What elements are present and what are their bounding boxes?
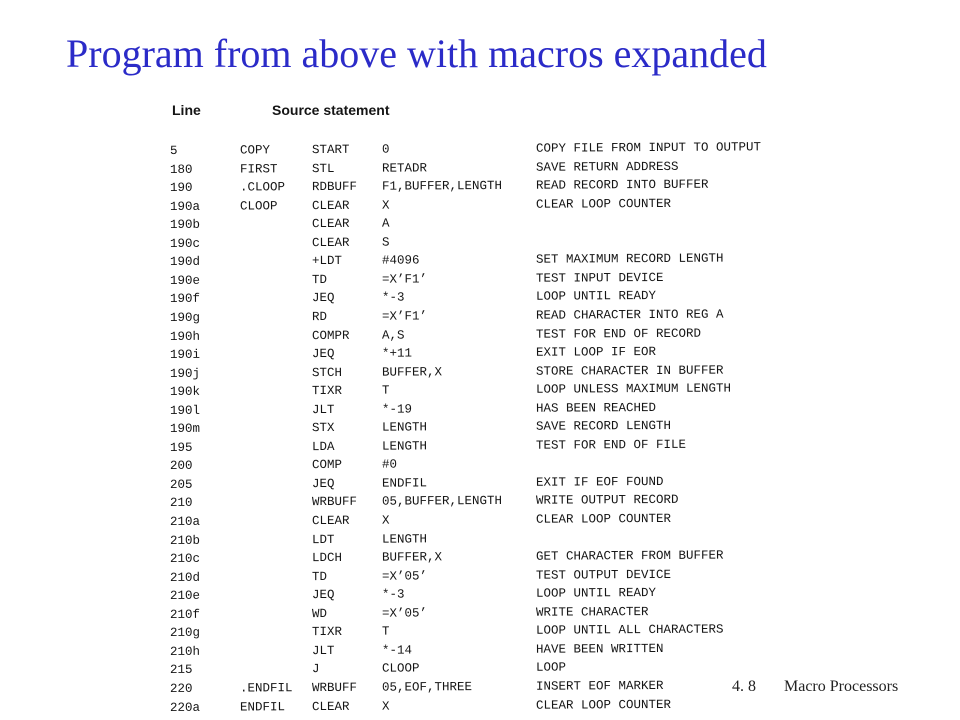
line-number: 190j xyxy=(169,366,201,381)
line-number: 190e xyxy=(169,273,201,288)
line-number: 210g xyxy=(169,626,201,641)
line-number: 215 xyxy=(169,663,193,678)
comment-field: SAVE RECORD LENGTH xyxy=(535,419,672,434)
comment-field: SET MAXIMUM RECORD LENGTH xyxy=(535,251,724,268)
line-number: 190l xyxy=(169,403,201,418)
opcode-field: RDBUFF xyxy=(311,179,358,195)
line-number: 190a xyxy=(169,199,201,214)
opcode-field: START xyxy=(311,142,350,158)
line-number: 210 xyxy=(169,496,193,511)
comment-field: STORE CHARACTER IN BUFFER xyxy=(535,363,724,379)
operand-field: X xyxy=(381,198,390,213)
comment-field: READ CHARACTER INTO REG A xyxy=(535,307,724,323)
line-number: 195 xyxy=(169,440,193,455)
opcode-field: LDA xyxy=(311,439,335,454)
label-field: FIRST xyxy=(239,161,278,177)
label-field: .CLOOP xyxy=(239,180,286,195)
line-number: 190i xyxy=(169,347,201,363)
line-number: 200 xyxy=(169,459,193,474)
operand-field: X xyxy=(381,513,390,528)
operand-field: BUFFER,X xyxy=(381,550,443,565)
line-number: 190d xyxy=(169,255,201,270)
operand-field: LENGTH xyxy=(381,420,428,435)
opcode-field: TD xyxy=(311,569,328,584)
opcode-field: TD xyxy=(311,272,328,287)
comment-field: TEST FOR END OF RECORD xyxy=(535,326,702,342)
opcode-field: JEQ xyxy=(311,476,335,491)
operand-field: 0 xyxy=(381,142,390,157)
line-number: 5 xyxy=(169,143,178,158)
operand-field: T xyxy=(381,624,390,639)
operand-field: LENGTH xyxy=(381,439,428,454)
opcode-field: WRBUFF xyxy=(311,495,358,510)
operand-field: RETADR xyxy=(381,160,428,176)
operand-field: #4096 xyxy=(381,253,420,268)
comment-field: TEST FOR END OF FILE xyxy=(535,437,687,453)
line-number: 205 xyxy=(169,477,193,492)
comment-field: LOOP UNTIL ALL CHARACTERS xyxy=(535,622,724,639)
page-number: 4. 8 xyxy=(732,678,756,695)
opcode-field: LDCH xyxy=(311,550,343,566)
opcode-field: JLT xyxy=(311,643,335,658)
opcode-field: RD xyxy=(311,309,328,325)
opcode-field: STX xyxy=(311,421,335,436)
opcode-field: JEQ xyxy=(311,291,335,306)
opcode-field: JEQ xyxy=(311,346,335,362)
opcode-field: CLEAR xyxy=(311,513,350,529)
opcode-field: WD xyxy=(311,606,328,621)
opcode-field: STL xyxy=(311,161,335,176)
comment-field: EXIT LOOP IF EOR xyxy=(535,345,657,360)
opcode-field: STCH xyxy=(311,365,343,380)
opcode-field: COMP xyxy=(311,458,343,473)
comment-field: TEST OUTPUT DEVICE xyxy=(535,567,672,583)
comment-field: LOOP UNTIL READY xyxy=(535,289,657,305)
line-number: 210h xyxy=(169,644,201,659)
slide-title: Program from above with macros expanded xyxy=(66,31,767,76)
label-field: CLOOP xyxy=(239,198,278,214)
comment-field: LOOP xyxy=(535,660,567,676)
line-number: 220 xyxy=(169,681,193,696)
operand-field: *-19 xyxy=(381,402,413,417)
line-number: 190h xyxy=(169,329,201,344)
operand-field: *-3 xyxy=(381,587,405,602)
comment-field: HAS BEEN REACHED xyxy=(535,400,657,416)
operand-field: BUFFER,X xyxy=(381,364,443,380)
footer-topic: Macro Processors xyxy=(784,678,899,695)
comment-field: WRITE OUTPUT RECORD xyxy=(535,493,679,509)
comment-field: SAVE RETURN ADDRESS xyxy=(535,159,679,175)
opcode-field: CLEAR xyxy=(311,198,350,213)
label-field: COPY xyxy=(239,143,271,158)
operand-field: *-3 xyxy=(381,290,405,306)
line-number: 210f xyxy=(169,607,201,622)
operand-field: 05,EOF,THREE xyxy=(381,680,473,695)
operand-field: ENDFIL xyxy=(381,476,428,491)
operand-field: =X’05’ xyxy=(381,606,428,621)
opcode-field: JLT xyxy=(311,402,335,417)
comment-field: HAVE BEEN WRITTEN xyxy=(535,641,664,657)
operand-field: =X’05’ xyxy=(381,569,428,584)
line-number: 190k xyxy=(169,384,201,400)
operand-field: F1,BUFFER,LENGTH xyxy=(381,179,503,194)
comment-field: READ RECORD INTO BUFFER xyxy=(535,177,709,193)
operand-field: S xyxy=(381,235,390,250)
comment-field: LOOP UNLESS MAXIMUM LENGTH xyxy=(535,381,732,397)
opcode-field: J xyxy=(311,662,320,677)
opcode-field: COMPR xyxy=(311,328,350,343)
comment-field: CLEAR LOOP COUNTER xyxy=(535,511,672,527)
comment-field: WRITE CHARACTER xyxy=(535,604,649,620)
slide-footer xyxy=(732,678,898,696)
line-number: 190g xyxy=(169,310,201,325)
listing-row xyxy=(160,694,820,716)
operand-field: 05,BUFFER,LENGTH xyxy=(381,494,503,510)
opcode-field: CLEAR xyxy=(311,699,350,714)
comment-field: COPY FILE FROM INPUT TO OUTPUT xyxy=(535,140,762,156)
opcode-field: TIXR xyxy=(311,625,343,640)
comment-field: CLEAR LOOP COUNTER xyxy=(535,697,672,713)
operand-field: #0 xyxy=(381,457,398,473)
label-field: ENDFIL xyxy=(239,699,286,715)
line-number: 210c xyxy=(169,551,201,567)
operand-field: LENGTH xyxy=(381,531,428,547)
opcode-field: CLEAR xyxy=(311,235,350,250)
line-number: 190c xyxy=(169,236,201,251)
comment-field: TEST INPUT DEVICE xyxy=(535,270,664,286)
operand-field: A,S xyxy=(381,328,405,343)
operand-field: *-14 xyxy=(381,643,413,658)
opcode-field: JEQ xyxy=(311,588,335,603)
operand-field: T xyxy=(381,383,390,398)
line-number: 210a xyxy=(169,514,201,529)
line-column-header: Line xyxy=(172,102,201,118)
line-number: 210b xyxy=(169,533,201,548)
opcode-field: +LDT xyxy=(311,254,343,269)
operand-field: CLOOP xyxy=(381,661,420,677)
opcode-field: TIXR xyxy=(311,384,343,399)
comment-field: CLEAR LOOP COUNTER xyxy=(535,196,672,212)
line-number: 190b xyxy=(169,217,201,233)
line-number: 190m xyxy=(169,422,201,437)
line-number: 190f xyxy=(169,292,201,307)
label-field: .ENDFIL xyxy=(239,681,293,696)
operand-field: =X’F1’ xyxy=(381,272,428,287)
opcode-field: WRBUFF xyxy=(311,680,358,696)
comment-field: GET CHARACTER FROM BUFFER xyxy=(535,548,724,564)
comment-field: LOOP UNTIL READY xyxy=(535,586,657,601)
line-number: 220a xyxy=(169,700,201,715)
operand-field: X xyxy=(381,699,390,714)
operand-field: A xyxy=(381,216,390,231)
operand-field: =X’F1’ xyxy=(381,309,428,324)
line-number: 180 xyxy=(169,162,193,177)
line-number: 210d xyxy=(169,570,201,585)
source-statement-header: Source statement xyxy=(272,102,390,118)
line-number: 190 xyxy=(169,180,193,196)
line-number: 210e xyxy=(169,588,201,604)
operand-field: *+11 xyxy=(381,346,413,361)
opcode-field: LDT xyxy=(311,532,335,547)
comment-field: INSERT EOF MARKER xyxy=(535,678,664,694)
comment-field: EXIT IF EOF FOUND xyxy=(535,474,664,490)
opcode-field: CLEAR xyxy=(311,217,350,232)
